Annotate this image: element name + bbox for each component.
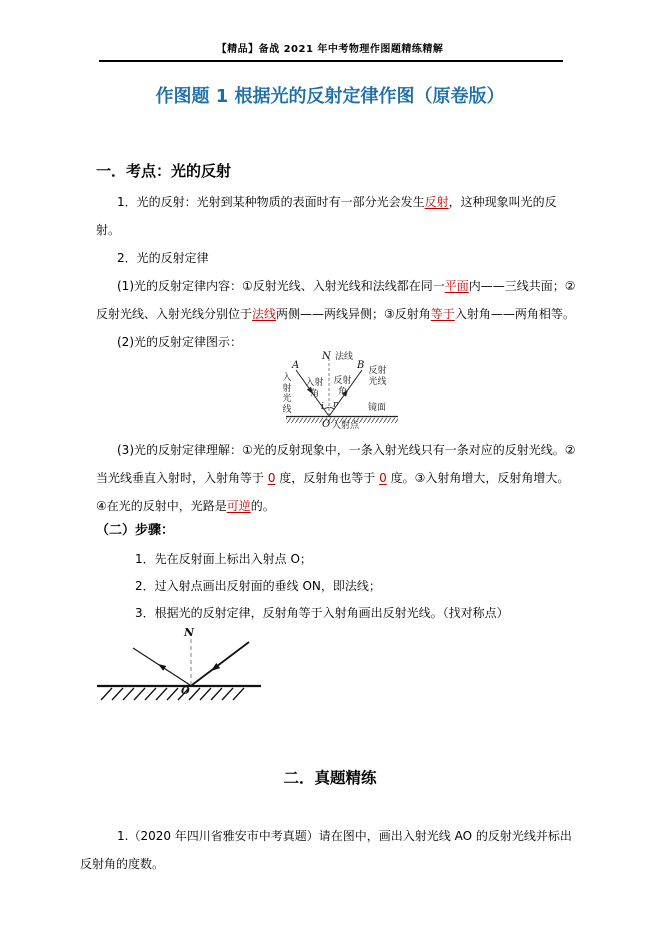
diagram-steps — [95, 627, 270, 707]
incident-ray — [192, 642, 249, 685]
paragraph-law-understanding — [96, 436, 580, 520]
angle-i-symbol: i — [321, 402, 324, 412]
diagram-reflection-law — [280, 350, 405, 436]
step-item-1: 1．先在反射面上标出入射点 O； — [135, 552, 312, 566]
text-segment: (1)光的反射定律内容：①反射光线、入射光线和法线都在同一 — [117, 279, 445, 293]
angle-r-symbol: r — [333, 400, 338, 410]
normal-letter: N — [184, 626, 195, 639]
mirror-label: 镜面 — [368, 403, 387, 413]
page-title: 作图题 1 根据光的反射定律作图（原卷版） — [155, 86, 505, 107]
incident-point-label: 入射点 — [332, 421, 360, 431]
red-term-faxian: 法线 — [252, 307, 277, 321]
step-item-3: 3．根据光的反射定律，反射角等于入射角画出反射光线。（找对称点） — [135, 606, 509, 620]
red-term-keni: 可逆 — [226, 499, 251, 513]
paragraph-law-diagram-intro: (2)光的反射定律图示： — [117, 335, 242, 349]
red-term-zero-1: 0 — [267, 471, 276, 485]
paragraph-reflection-definition — [96, 188, 580, 244]
red-term-pingmian: 平面 — [444, 279, 469, 293]
steps-heading: （二）步骤： — [96, 523, 175, 538]
text-segment: 度。③入射角增大，反射角增大。④在光的反射中，光路是 — [96, 471, 570, 513]
reflected-ray-label: 反射光线 — [368, 366, 387, 387]
red-term-zero-2: 0 — [379, 471, 387, 485]
document-header-text: 【精品】备战 2021 年中考物理作图题精练精解 — [216, 44, 444, 55]
paragraph-reflection-law: 2．光的反射定律 — [117, 251, 209, 265]
step-item-2: 2．过入射点画出反射面的垂线 ON，即法线； — [135, 579, 381, 593]
section-heading-zhenti: 二．真题精练 — [283, 769, 377, 787]
text-segment: 1．光的反射：光射到某种物质的表面时有一部分光会发生 — [117, 195, 425, 209]
incident-point-letter: O — [322, 419, 331, 430]
incident-point-letter: O — [181, 686, 190, 697]
red-term-fanshe: 反射 — [424, 195, 449, 209]
red-term-dengyu: 等于 — [430, 307, 455, 321]
steps-list — [135, 546, 580, 627]
text-segment: 度，反射角也等于 — [275, 471, 380, 485]
header-rule — [99, 60, 563, 62]
paragraph-law-content — [96, 272, 580, 328]
reflected-angle-label: 反射角 — [333, 376, 352, 397]
text-segment: 的。 — [250, 499, 275, 513]
mirror-hatching — [101, 688, 244, 700]
ray-a-letter: A — [292, 360, 300, 371]
normal-letter: N — [322, 351, 331, 362]
ray-b-letter: B — [357, 360, 365, 371]
incident-angle-arc — [324, 408, 329, 410]
text-segment: 内——三线共面；②反射光线、入射光线分别位于 — [96, 279, 576, 321]
section-heading-kaodian: 一．考点：光的反射 — [96, 162, 232, 180]
text-segment: 入射角——两角相等。 — [454, 307, 575, 321]
text-segment: 两侧——两线异侧；③反射角 — [276, 307, 431, 321]
text-segment: ，这种现象叫光的反射。 — [96, 195, 557, 237]
reflected-ray-arrow — [156, 662, 166, 671]
text-segment: (3)光的反射定律理解：①光的反射现象中，一条入射光线只有一条对应的反射光线。②当光线垂直入射时，入射角等于 — [96, 443, 576, 485]
incident-ray-label: 入射光线 — [282, 373, 292, 415]
incident-angle-label: 入射角 — [305, 378, 324, 399]
page-content — [80, 0, 580, 878]
normal-label: 法线 — [335, 352, 354, 362]
question-1: 1.（2020 年四川省雅安市中考真题）请在图中，画出入射光线 AO 的反射光线并标出反射角的度数。 — [80, 829, 572, 871]
